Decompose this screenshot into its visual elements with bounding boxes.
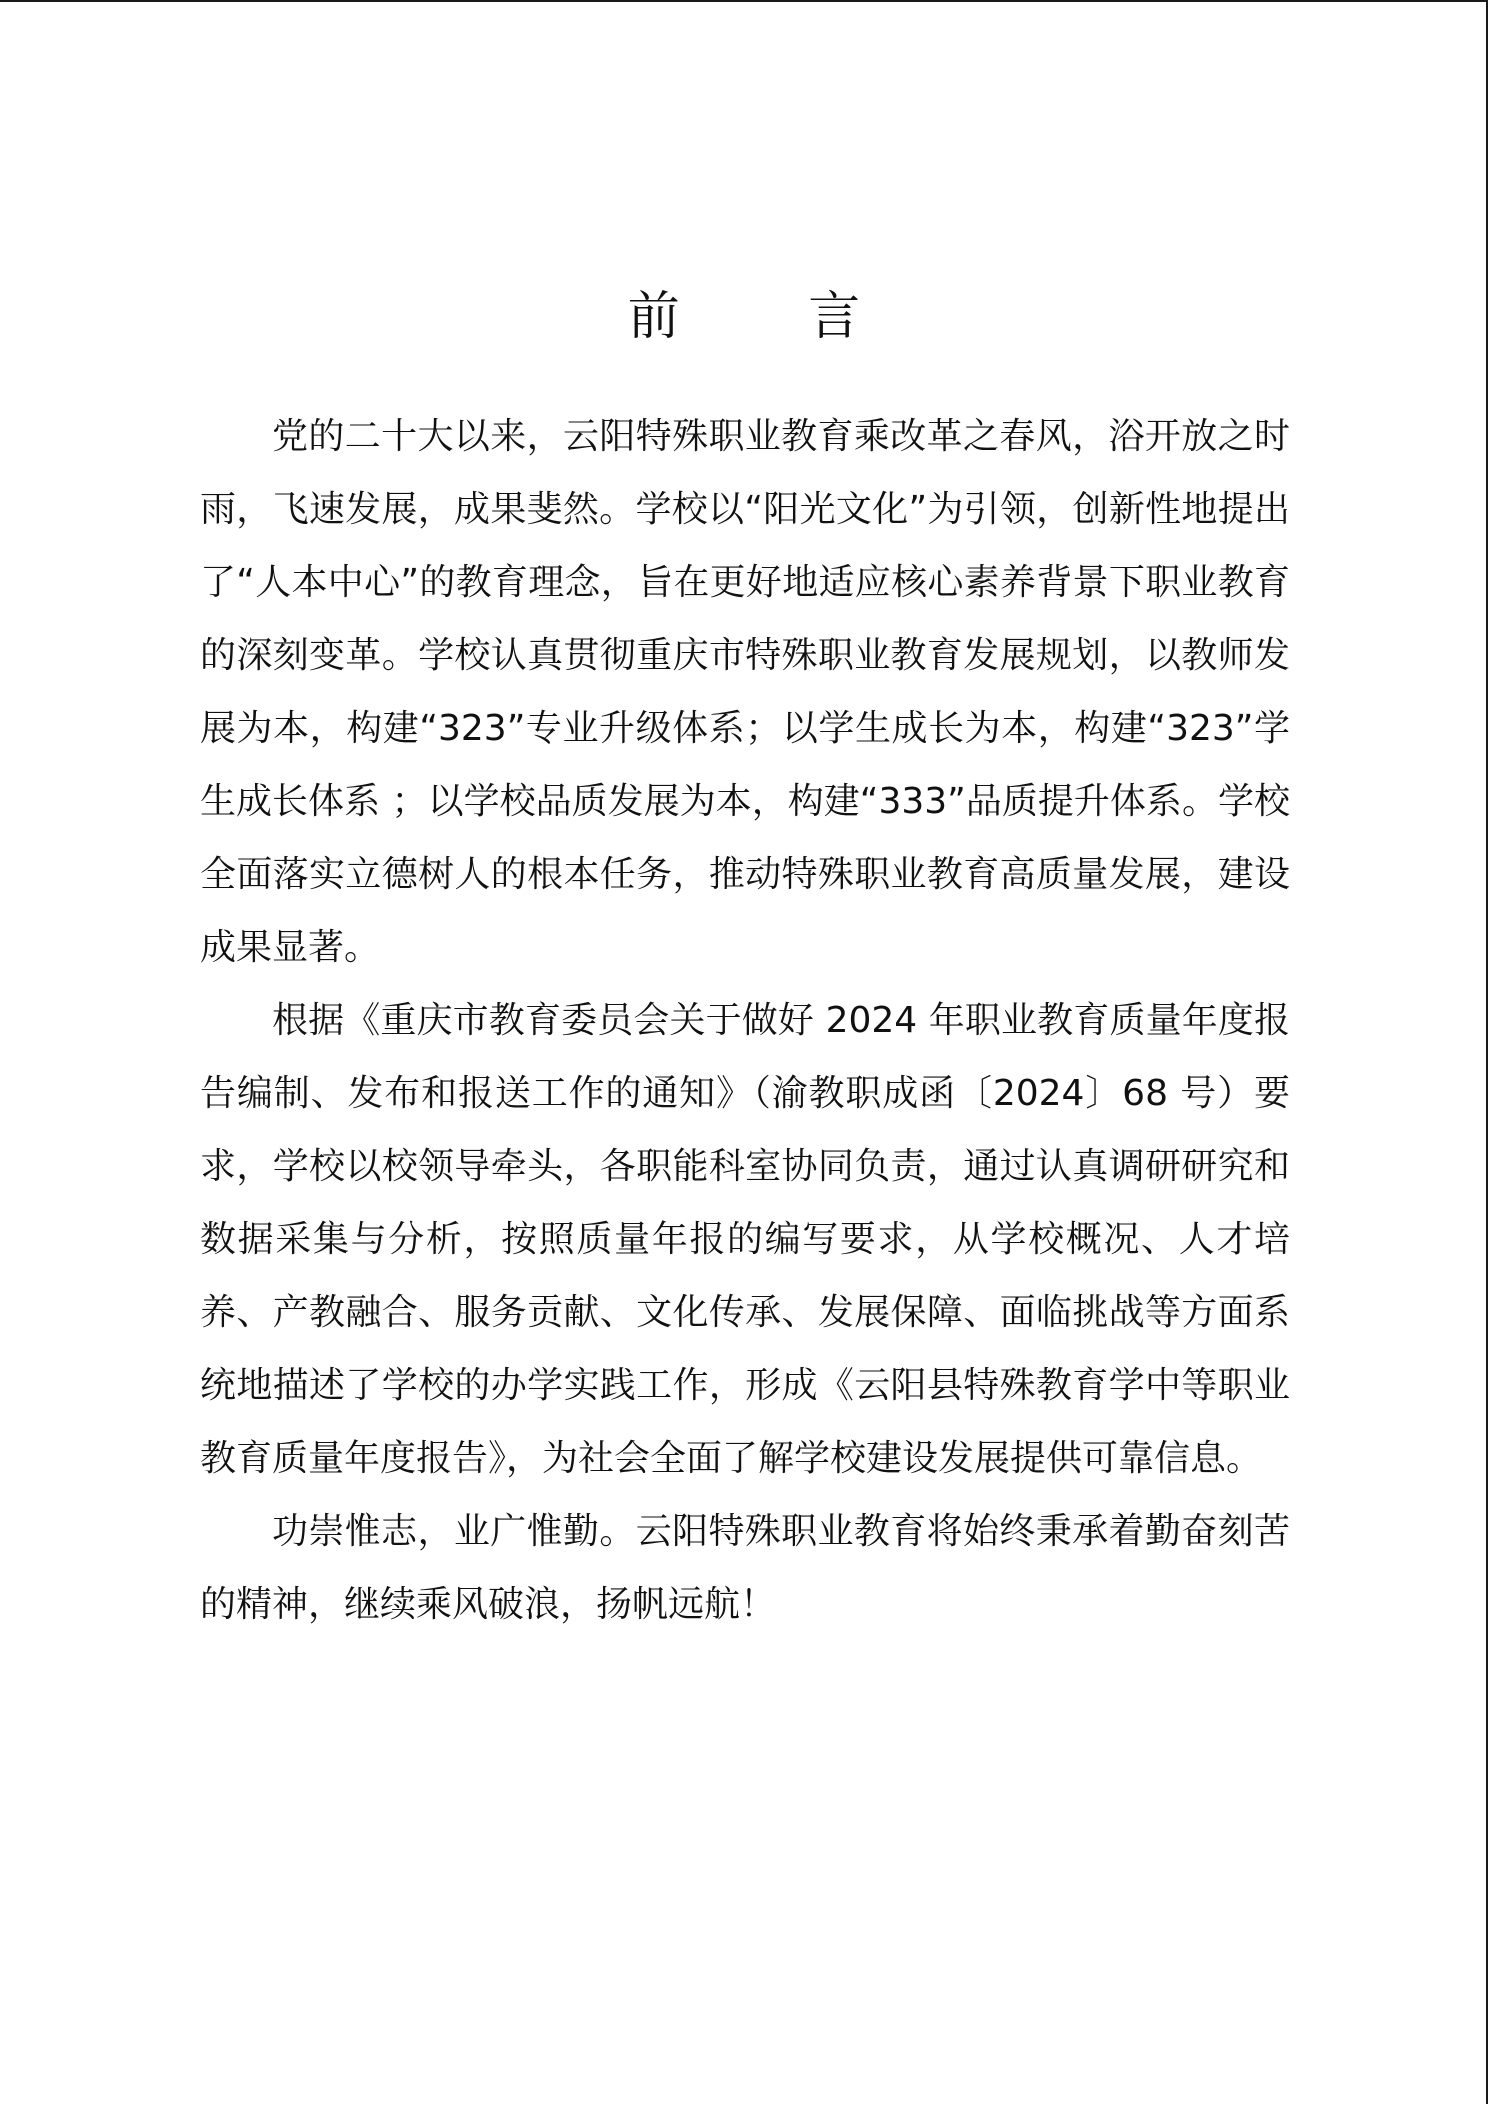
preface-body: [200, 400, 1290, 1641]
paragraph-intro: 党的二十大以来，云阳特殊职业教育乘改革之春风，浴开放之时雨，飞速发展，成果斐然。学校以“阳光文化”为引领，创新性地提出了“人本中心”的教育理念，旨在更好地适应核心素养背景下职业教育的深刻变革。学校认真贯彻重庆市特殊职业教育发展规划，以教师发展为本，构建“323”专业升级体系；以学生成长为本，构建“323”学生成长体系 ；以学校品质发展为本，构建“333”品质提升体系。学校全面落实立德树人的根本任务，推动特殊职业教育高质量发展，建设成果显著。: [200, 416, 1290, 968]
page-title: 前 言: [627, 287, 917, 347]
paragraph-closing: 功崇惟志，业广惟勤。云阳特殊职业教育将始终秉承着勤奋刻苦的精神，继续乘风破浪，扬帆远航！: [200, 1511, 1290, 1625]
paragraph-basis: 根据《重庆市教育委员会关于做好 2024 年职业教育质量年度报告编制、发布和报送工作的通知》（渝教职成函〔2024〕68 号）要求，学校以校领导牵头，各职能科室协同负责，通过认真调研研究和数据采集与分析，按照质量年报的编写要求，从学校概况、人才培养、产教融合、服务贡献、文化传承、发展保障、面临挑战等方面系统地描述了学校的办学实践工作，形成《云阳县特殊教育学中等职业教育质量年度报告》，为社会全面了解学校建设发展提供可靠信息。: [200, 1000, 1290, 1479]
page-top-border: [0, 0, 1488, 2]
